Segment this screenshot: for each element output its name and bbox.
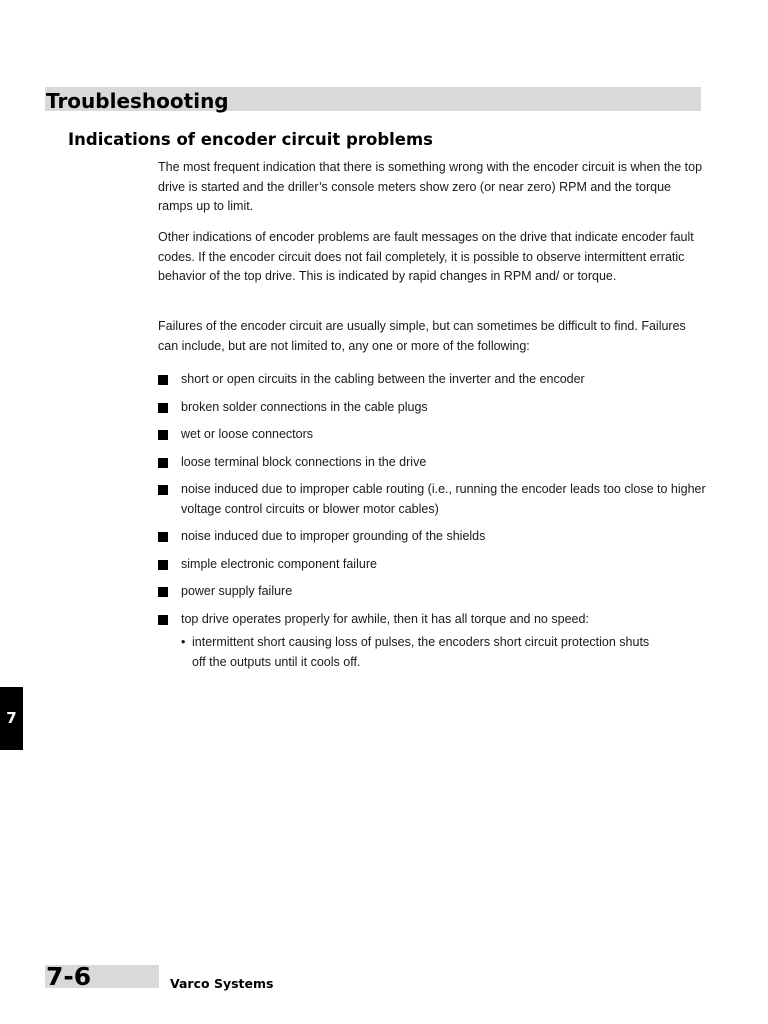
list-item-text: loose terminal block connections in the drive	[181, 454, 427, 469]
list-item-text: noise induced due to improper grounding of the shields	[181, 529, 486, 543]
list-item	[158, 555, 706, 575]
square-bullet-icon	[158, 403, 168, 413]
paragraph-2: Other indications of encoder problems are fault messages on the drive that indicate encoder fault codes. If the encoder circuit does not fail completely, it is possible to observe intermittent erratic behavior of the top drive. This is indicated by rapid changes in RPM and/ or torque.	[158, 230, 694, 283]
sub-list-item	[181, 633, 662, 672]
list-item-text: short or open circuits in the cabling between the inverter and the encoder	[181, 372, 585, 386]
sub-bullet-list	[181, 633, 706, 672]
paragraph-1: The most frequent indication that there is something wrong with the encoder circuit is when the top drive is started and the driller’s console meters show zero (or near zero) RPM and the torque ramps up to limit.	[158, 160, 703, 213]
failure-causes-list	[158, 370, 706, 680]
list-item	[158, 398, 706, 418]
list-item	[158, 527, 706, 547]
square-bullet-icon	[158, 375, 168, 385]
square-bullet-icon	[158, 560, 168, 570]
square-bullet-icon	[158, 485, 168, 495]
list-item-text: top drive operates properly for awhile, then it has all torque and no speed:	[181, 611, 589, 626]
list-item-text: noise induced due to improper cable routing (i.e., running the encoder leads too close to higher voltage control circuits or blower motor cables)	[181, 482, 706, 516]
subsection-title: Indications of encoder circuit problems	[68, 130, 433, 149]
list-item-text: wet or loose connectors	[181, 427, 314, 441]
list-item-text: simple electronic component failure	[181, 556, 377, 571]
square-bullet-icon	[158, 587, 168, 597]
page-number: 7-6	[46, 962, 92, 991]
paragraph-3: Failures of the encoder circuit are usually simple, but can sometimes be difficult to find. Failures can include, but are not limited to, any one or more of the following:	[158, 319, 686, 353]
square-bullet-icon	[158, 458, 168, 468]
section-title: Troubleshooting	[46, 89, 229, 113]
square-bullet-icon	[158, 430, 168, 440]
list-item	[158, 425, 706, 445]
chapter-tab: 7	[0, 687, 23, 750]
list-item	[158, 480, 706, 519]
list-item	[158, 610, 706, 673]
list-item-text: power supply failure	[181, 584, 293, 598]
square-bullet-icon	[158, 532, 168, 542]
list-item	[158, 582, 706, 602]
dot-bullet-icon: •	[181, 635, 186, 649]
list-item	[158, 370, 706, 390]
square-bullet-icon	[158, 615, 168, 625]
company-name: Varco Systems	[170, 976, 274, 991]
list-item-text: broken solder connections in the cable plugs	[181, 399, 428, 414]
sub-list-item-text: intermittent short causing loss of pulses, the encoders short circuit protection shuts off the outputs until it cools off.	[192, 635, 650, 669]
list-item	[158, 453, 706, 473]
